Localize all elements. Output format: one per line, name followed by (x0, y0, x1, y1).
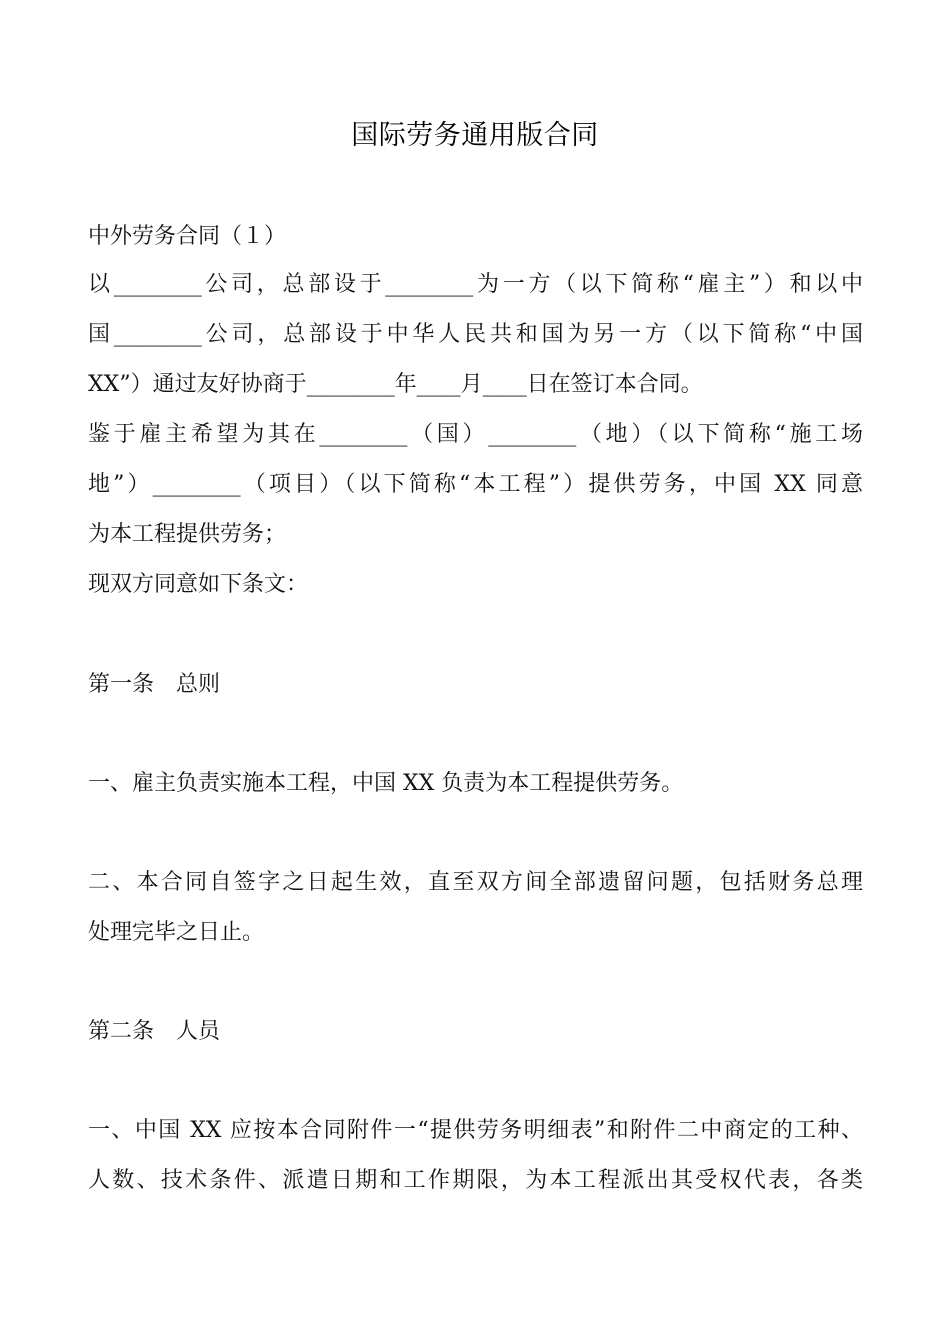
document-title: 国际劳务通用版合同 (351, 120, 599, 151)
paragraph-line: 人数、技术条件、派遣日期和工作期限，为本工程派出其受权代表，各类 (88, 1168, 863, 1193)
paragraph-line: 处理完毕之日止。 (88, 920, 265, 945)
paragraph-line: 二、本合同自签字之日起生效，直至双方间全部遗留问题，包括财务总理 (88, 870, 863, 895)
section-heading-article-1: 第一条 总则 (88, 672, 221, 697)
paragraph-line: XX”）通过友好协商于________年____月____日在签订本合同。 (88, 372, 703, 397)
contract-subtitle: 中外劳务合同（１） (88, 224, 287, 249)
paragraph-line: 地”）________（项目）（以下简称“本工程”）提供劳务，中国 XX 同意 (88, 472, 863, 497)
paragraph-line: 一、雇主负责实施本工程，中国 XX 负责为本工程提供劳务。 (88, 771, 684, 796)
section-heading-article-2: 第二条 人员 (88, 1019, 221, 1044)
paragraph-line: 以________公司，总部设于________为一方（以下简称“雇主”）和以中 (88, 272, 863, 297)
paragraph-line: 为本工程提供劳务； (88, 522, 287, 547)
paragraph-line: 鉴于雇主希望为其在________（国）________（地）（以下简称“施工场 (88, 422, 863, 447)
paragraph-line: 现双方同意如下条文： (88, 572, 309, 597)
paragraph-line: 一、中国 XX 应按本合同附件一“提供劳务明细表”和附件二中商定的工种、 (88, 1118, 863, 1143)
paragraph-line: 国________公司，总部设于中华人民共和国为另一方（以下简称“中国 (88, 322, 863, 347)
